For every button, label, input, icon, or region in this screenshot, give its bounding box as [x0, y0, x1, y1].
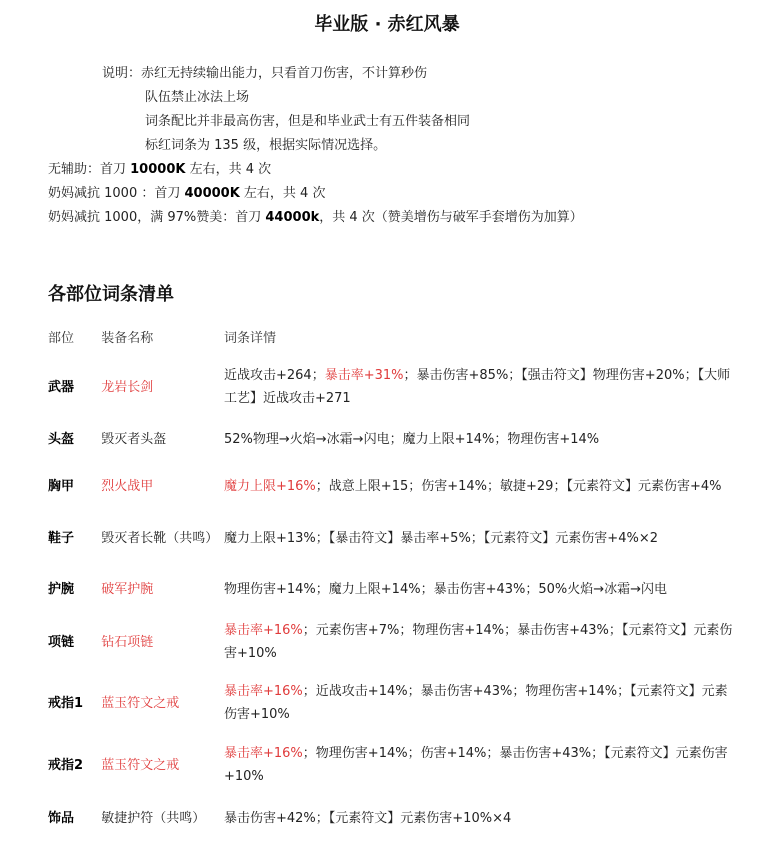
equipment-name-cell: 毁灭者头盔: [101, 431, 167, 447]
affix-text: ；暴击伤害+85%；【强击符文】物理伤害+20%；【大师工艺】近战攻击+271: [224, 368, 731, 406]
table-row: [44, 796, 744, 840]
gear-table: [44, 318, 744, 840]
affix-detail-cell: [220, 358, 744, 416]
affix-text: 物理伤害+14%；魔力上限+14%；暴击伤害+43%；50%火焰→冰霜→闪电: [224, 581, 668, 597]
table-row: [44, 462, 744, 510]
affix-text: ；近战攻击+14%；暴击伤害+43%；物理伤害+14%；【元素符文】元素伤害+10%: [224, 684, 728, 722]
highlight-affix: 暴击率+16%: [224, 684, 303, 699]
highlight-affix: 暴击率+31%: [324, 368, 404, 383]
equipment-name-cell: 破军护腕: [101, 581, 154, 597]
table-row: [44, 672, 744, 734]
affix-detail-cell: [220, 566, 744, 612]
table-row: [44, 358, 744, 416]
scenario-line-3: 奶妈减抗 1000，满 97%赞美：首刀 44000k，共 4 次（赞美增伤与破军手套增伤为加算）: [48, 210, 583, 225]
affix-detail-cell: [220, 796, 744, 840]
affix-text: ；物理伤害+14%；伤害+14%；暴击伤害+43%；【元素符文】元素伤害+10%: [224, 746, 728, 784]
equipment-name-cell: 龙岩长剑: [101, 379, 154, 395]
intro-note-1: 说明：赤红无持续输出能力，只看首刀伤害，不计算秒伤: [102, 66, 428, 81]
equipment-name-cell: 钻石项链: [101, 634, 154, 650]
highlight-affix: 暴击率+16%: [224, 746, 303, 761]
affix-detail-cell: [220, 510, 744, 566]
table-row: [44, 510, 744, 566]
note-label: 说明：: [102, 66, 142, 81]
equipment-name-cell: 蓝玉符文之戒: [101, 757, 180, 773]
scenario-line-2: 奶妈减抗 1000 ：首刀 40000K 左右，共 4 次: [48, 186, 326, 201]
equipment-name-cell: 蓝玉符文之戒: [101, 695, 180, 711]
slot-cell: 武器: [48, 379, 75, 395]
scenario-value: 40000K: [184, 186, 240, 201]
equipment-name-cell: 毁灭者长靴（共鸣）: [101, 530, 219, 546]
affix-detail-cell: [220, 612, 744, 672]
slot-cell: 胸甲: [48, 478, 75, 494]
slot-cell: 鞋子: [48, 530, 75, 546]
intro-note-2: 队伍禁止冰法上场: [145, 90, 250, 105]
affix-text: 近战攻击+264；: [224, 368, 325, 383]
affix-text: 魔力上限+13%；【暴击符文】暴击率+5%；【元素符文】元素伤害+4%×2: [224, 530, 658, 546]
equipment-name-cell: 烈火战甲: [101, 478, 154, 494]
intro-note-3: 词条配比并非最高伤害，但是和毕业武士有五件装备相同: [145, 114, 471, 129]
affix-detail-cell: [220, 734, 744, 796]
section-title: 各部位词条清单: [48, 284, 174, 305]
header-detail: 词条详情: [224, 330, 277, 346]
affix-text: ；元素伤害+7%；物理伤害+14%；暴击伤害+43%；【元素符文】元素伤害+10%: [224, 623, 733, 661]
equipment-name-cell: 敏捷护符（共鸣）: [101, 810, 206, 826]
header-slot: 部位: [48, 330, 75, 346]
affix-detail-cell: [220, 416, 744, 462]
affix-text: 52%物理→火焰→冰霜→闪电；魔力上限+14%；物理伤害+14%: [224, 431, 600, 447]
slot-cell: 戒指1: [48, 695, 84, 711]
slot-cell: 戒指2: [48, 757, 84, 773]
scenario-value: 10000K: [130, 162, 186, 177]
scenario-value: 44000k: [265, 210, 320, 225]
affix-text: 暴击伤害+42%；【元素符文】元素伤害+10%×4: [224, 810, 512, 826]
scenario-line-1: 无辅助：首刀 10000K 左右，共 4 次: [48, 162, 272, 177]
highlight-affix: 暴击率+16%: [224, 623, 303, 638]
affix-detail-cell: [220, 672, 744, 734]
table-row: [44, 734, 744, 796]
slot-cell: 项链: [48, 634, 75, 650]
affix-text: ；战意上限+15；伤害+14%；敏捷+29；【元素符文】元素伤害+4%: [315, 478, 722, 494]
highlight-affix: 魔力上限+16%: [224, 478, 316, 494]
header-name: 装备名称: [101, 330, 154, 346]
slot-cell: 护腕: [48, 581, 75, 597]
page-title: 毕业版 · 赤红风暴: [314, 14, 460, 35]
affix-detail-cell: [220, 462, 744, 510]
table-row: [44, 566, 744, 612]
table-header-row: [44, 318, 744, 358]
intro-note-4: 标红词条为 135 级，根据实际情况选择。: [145, 138, 387, 153]
table-row: [44, 416, 744, 462]
table-row: [44, 612, 744, 672]
slot-cell: 饰品: [48, 810, 75, 826]
slot-cell: 头盔: [48, 431, 75, 447]
